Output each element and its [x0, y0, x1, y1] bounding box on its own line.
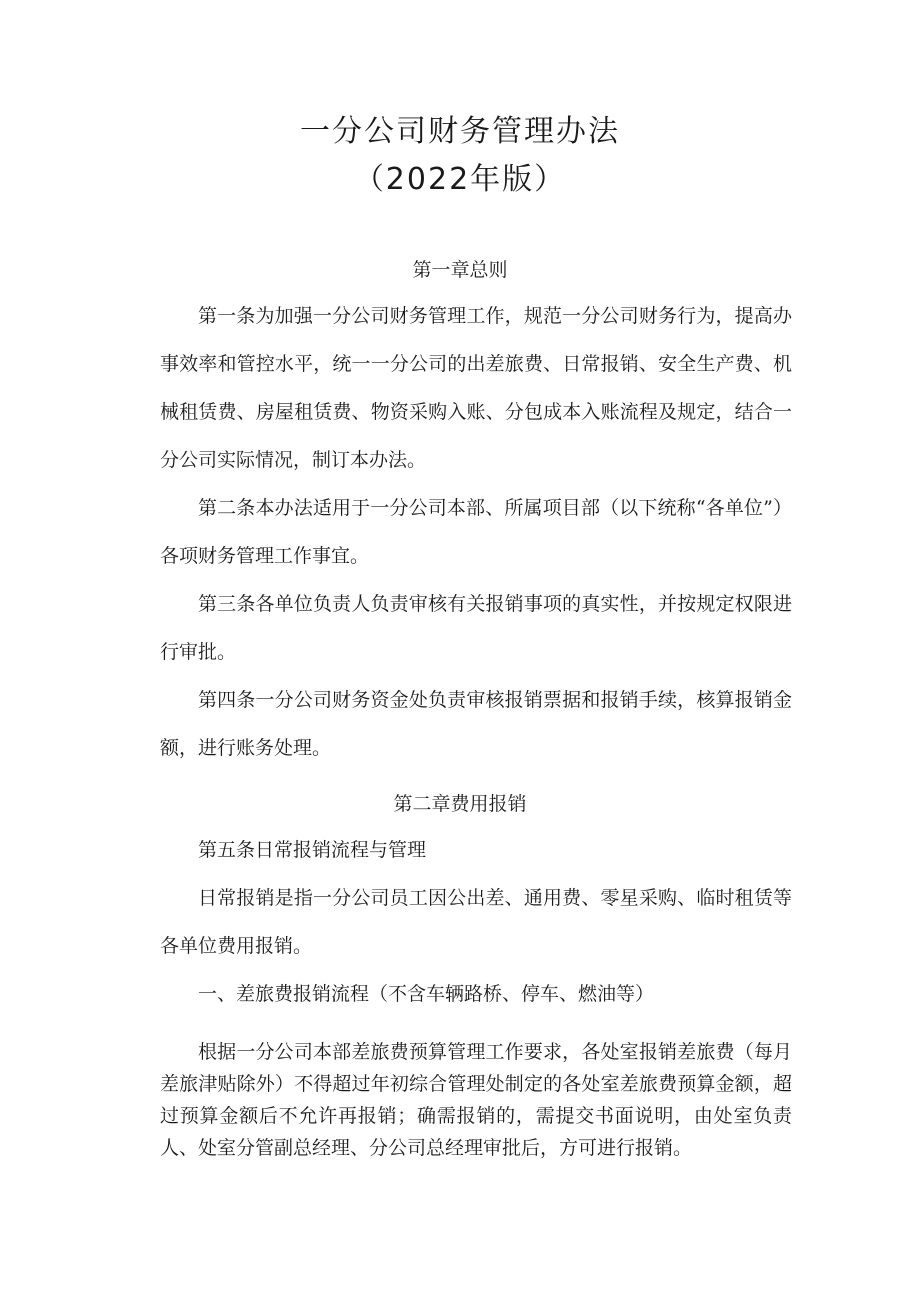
- chapter-1-heading: 第一章总则: [412, 259, 508, 281]
- article-5: 第五条日常报销流程与管理: [198, 839, 427, 861]
- item-1-heading: 一、差旅费报销流程（不含车辆路桥、停车、燃油等）: [198, 983, 655, 1005]
- article-2: 第二条本办法适用于一分公司本部、所属项目部（以下统称“各单位”）各项财务管理工作事宜。: [160, 497, 792, 567]
- document-edition: （2022年版）: [353, 162, 567, 197]
- article-3: 第三条各单位负责人负责审核有关报销事项的真实性，并按规定权限进行审批。: [160, 593, 792, 663]
- chapter-2-heading: 第二章费用报销: [393, 793, 527, 815]
- article-5-description: 日常报销是指一分公司员工因公出差、通用费、零星采购、临时租赁等各单位费用报销。: [160, 887, 792, 957]
- article-4: 第四条一分公司财务资金处负责审核报销票据和报销手续，核算报销金额，进行账务处理。: [160, 689, 792, 759]
- item-1-body: 根据一分公司本部差旅费预算管理工作要求，各处室报销差旅费（每月差旅津贴除外）不得超过年初综合管理处制定的各处室差旅费预算金额，超过预算金额后不允许再报销；确需报销的，需提交书面说明，由处室负责人、处室分管副总经理、分公司总经理审批后，方可进行报销。: [160, 1041, 792, 1159]
- article-1: 第一条为加强一分公司财务管理工作，规范一分公司财务行为，提高办事效率和管控水平，统一一分公司的出差旅费、日常报销、安全生产费、机械租赁费、房屋租赁费、物资采购入账、分包成本入账流程及规定，结合一分公司实际情况，制订本办法。: [160, 305, 792, 471]
- document-title: 一分公司财务管理办法: [300, 114, 620, 149]
